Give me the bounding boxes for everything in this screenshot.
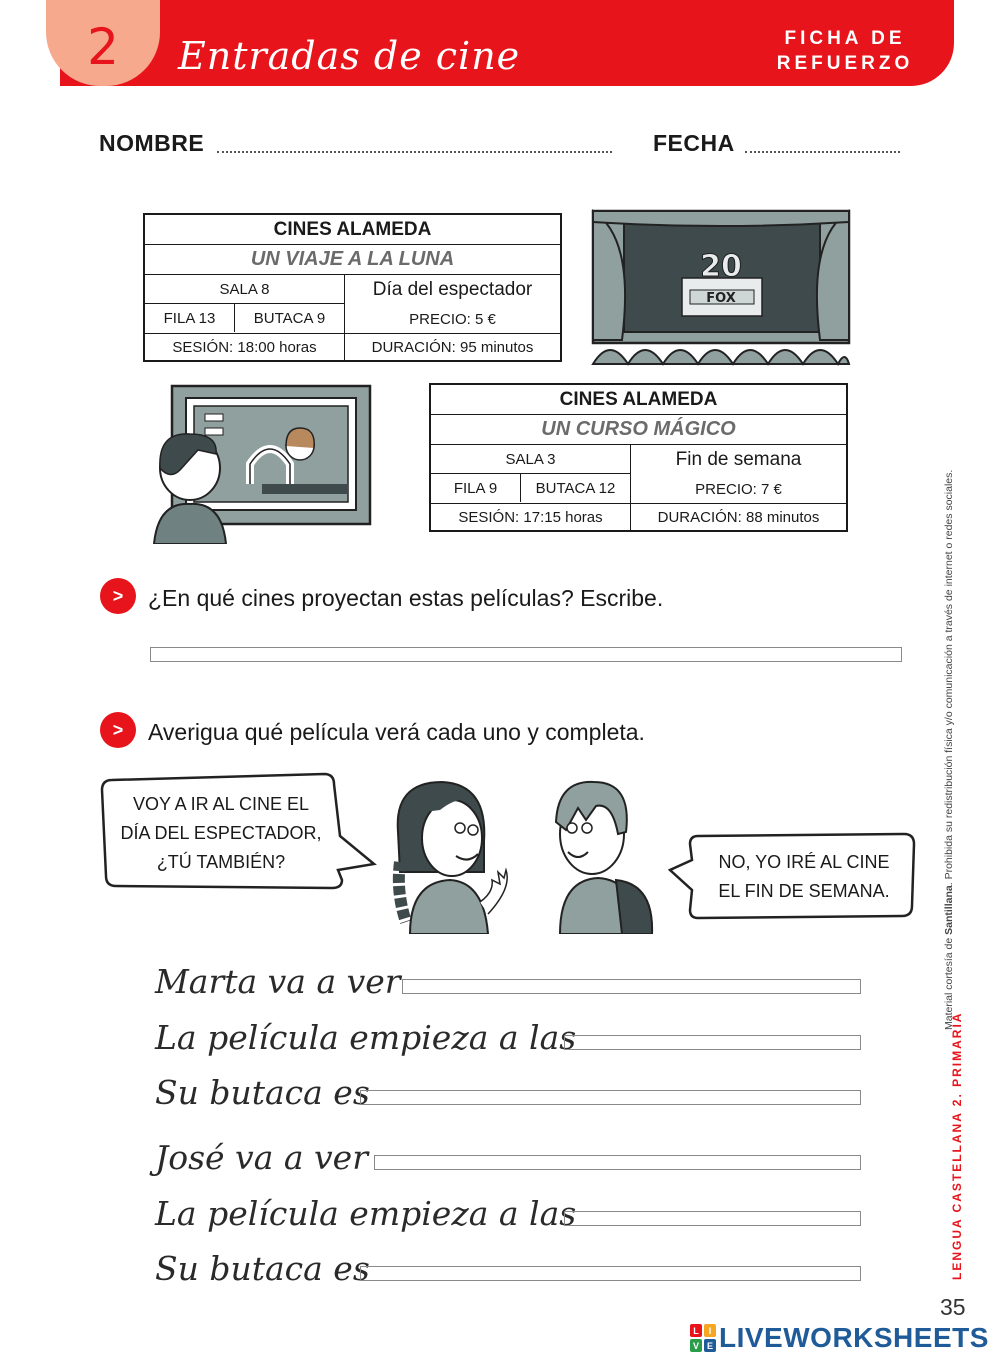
answer-marta-seat-input[interactable] [360,1090,861,1105]
worksheet-tag [770,26,920,76]
ticket-price: PRECIO: 5 € [409,310,496,328]
bubble-left-line1: VOY A IR AL CINE EL [132,794,310,814]
worksheet-tag-line1: FICHA DE [784,28,906,49]
ticket-cinema: CINES ALAMEDA [559,388,718,410]
liveworksheets-logo-icon: L I V E [690,1324,716,1352]
ticket-1 [143,213,562,362]
bubble-left-line2: DÍA DEL ESPECTADOR, [120,823,322,843]
sentence-marta-seat: Su butaca es [155,1073,370,1112]
ticket-sala: SALA 3 [431,445,630,474]
question-1-bullet: > [100,578,136,614]
bubble-right-line2: EL FIN DE SEMANA. [718,881,890,901]
speech-bubble-left-text [106,790,336,877]
ticket-fila: FILA 13 [145,304,235,332]
worksheet-tag-line2: REFUERZO [776,53,914,74]
sentence-marta-movie: Marta va a ver [155,962,401,1001]
screen-logo-number: 20 [700,249,742,284]
copyright-brand: Santillana [943,885,955,935]
copyright-after: . Prohibida su redistribución física y/o comunicación a través de internet o redes sociales. [943,469,955,886]
children-talking-illustration [380,772,670,934]
ticket-fila: FILA 9 [431,474,521,502]
liveworksheets-watermark[interactable] [690,1322,989,1354]
ticket-movie: UN VIAJE A LA LUNA [250,248,455,270]
ticket-movie: UN CURSO MÁGICO [541,418,736,440]
speech-bubble-right-text [694,848,914,906]
page-number: 35 [940,1294,966,1320]
ticket-sala: SALA 8 [145,275,344,304]
liveworksheets-text: LIVEWORKSHEETS [719,1322,989,1353]
sentence-marta-time: La película empieza a las [155,1018,577,1057]
name-field[interactable] [217,151,612,153]
answer-jose-movie-input[interactable] [374,1155,861,1170]
date-label: FECHA [653,130,735,156]
sentence-jose-seat: Su butaca es [155,1249,370,1288]
ticket-duration: DURACIÓN: 95 minutos [371,338,534,356]
page-title: Entradas de cine [178,34,521,78]
sentence-jose-movie: José va a ver [155,1138,368,1177]
ticket-session: SESIÓN: 17:15 horas [431,504,631,530]
answer-jose-time-input[interactable] [564,1211,861,1226]
ticket-butaca: BUTACA 12 [535,479,616,497]
answer-marta-time-input[interactable] [564,1035,861,1050]
answer-jose-seat-input[interactable] [360,1266,861,1281]
screen-logo-text: FOX [706,291,736,306]
copyright-before: Material cortesía de [943,934,955,1030]
ticket-day: Fin de semana [675,449,802,471]
series-label: LENGUA CASTELLANA 2. PRIMARIA [950,1011,964,1280]
ticket-window-illustration [150,384,375,544]
ticket-session: SESIÓN: 18:00 horas [145,334,345,360]
answer-marta-movie-input[interactable] [402,979,861,994]
ticket-duration: DURACIÓN: 88 minutos [657,508,820,526]
ticket-price: PRECIO: 7 € [695,480,782,498]
answer-1-input[interactable] [150,647,902,662]
question-2-text: Averigua qué película verá cada uno y completa. [148,719,645,745]
cinema-screen-illustration [590,208,852,368]
ticket-cinema: CINES ALAMEDA [273,218,432,240]
name-label: NOMBRE [99,130,205,156]
date-field[interactable] [745,151,900,153]
ticket-day: Día del espectador [372,279,533,301]
bubble-left-line3: ¿TÚ TAMBIÉN? [156,852,286,872]
ticket-2 [429,383,848,532]
copyright-notice [943,470,955,1030]
question-1-text: ¿En qué cines proyectan estas películas? Escribe. [148,585,664,611]
ticket-butaca: BUTACA 9 [253,309,326,327]
question-2-bullet: > [100,712,136,748]
unit-number: 2 [87,18,119,76]
sentence-jose-time: La película empieza a las [155,1194,577,1233]
bubble-right-line1: NO, YO IRÉ AL CINE [718,852,890,872]
